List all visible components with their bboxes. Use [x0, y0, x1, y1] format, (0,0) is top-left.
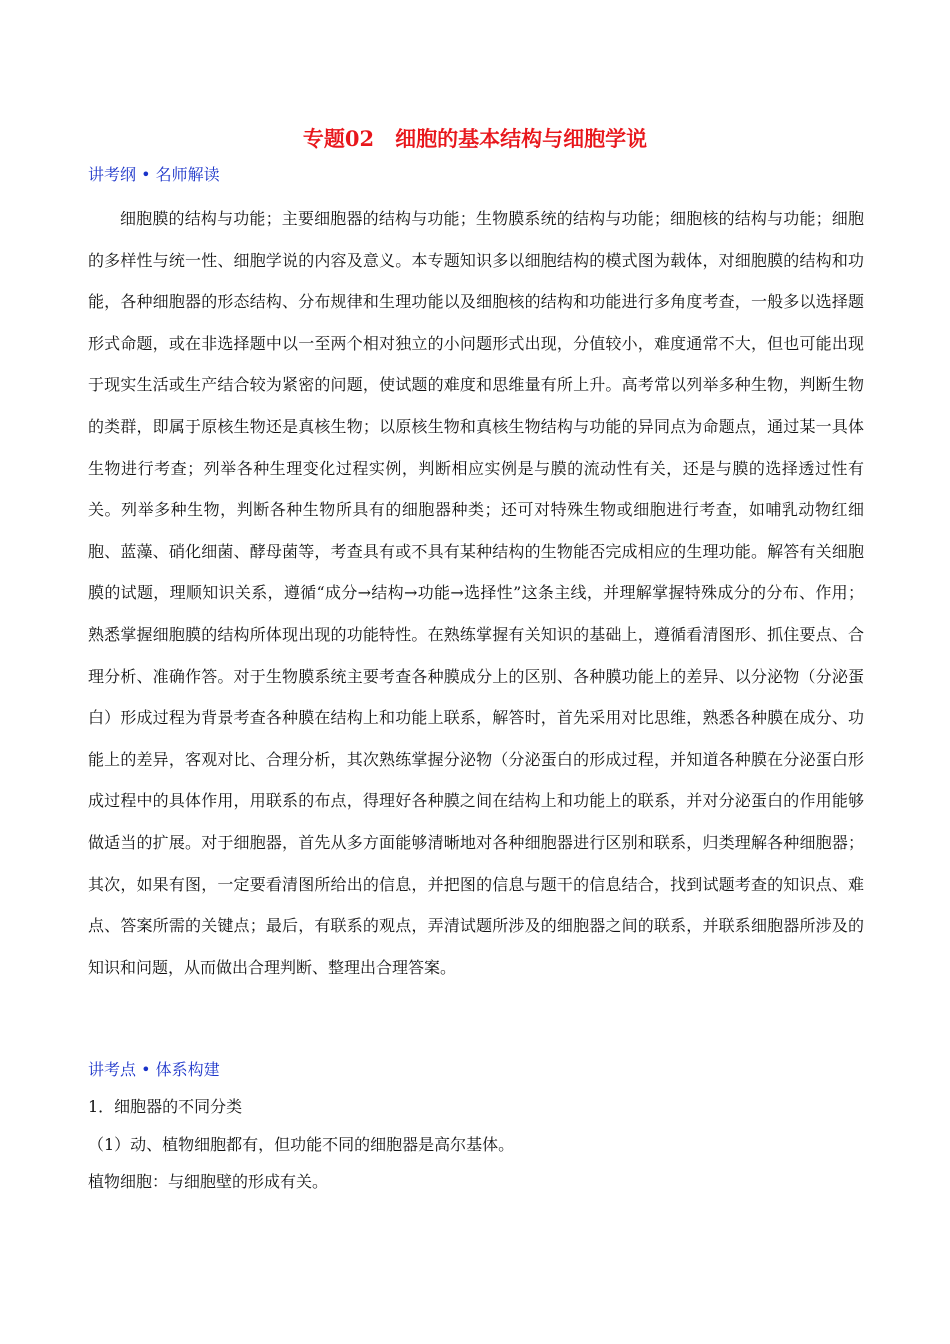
section-heading-key-points: 讲考点 • 体系构建 — [88, 1060, 220, 1079]
list-subitem-golgi: （1）动、植物细胞都有，但功能不同的细胞器是高尔基体。 — [88, 1135, 515, 1154]
list-item-organelle-classification: 1．细胞器的不同分类 — [88, 1097, 243, 1116]
section-heading-syllabus: 讲考纲 • 名师解读 — [88, 165, 220, 184]
list-subitem-plant-cell: 植物细胞：与细胞壁的形成有关。 — [88, 1172, 329, 1191]
intro-paragraph: 细胞膜的结构与功能；主要细胞器的结构与功能；生物膜系统的结构与功能；细胞核的结构与功能；细胞的多样性与统一性、细胞学说的内容及意义。本专题知识多以细胞结构的模式图为载体，对细胞膜的结构和功能，各种细胞器的形态结构、分布规律和生理功能以及细胞核的结构和功能进行多角度考查，一般多以选择题形式命题，或在非选择题中以一至两个相对独立的小问题形式出现，分值较小，难度通常不大，但也可能出现于现实生活或生产结合较为紧密的问题，使试题的难度和思维量有所上升。高考常以列举多种生物，判断生物的类群，即属于原核生物还是真核生物；以原核生物和真核生物结构与功能的异同点为命题点，通过某一具体生物进行考查；列举各种生理变化过程实例，判断相应实例是与膜的流动性有关，还是与膜的选择透过性有关。列举多种生物，判断各种生物所具有的细胞器种类；还可对特殊生物或细胞进行考查，如哺乳动物红细胞、蓝藻、硝化细菌、酵母菌等，考查具有或不具有某种结构的生物能否完成相应的生理功能。解答有关细胞膜的试题，理顺知识关系，遵循“成分→结构→功能→选择性”这条主线，并理解掌握特殊成分的分布、作用；熟悉掌握细胞膜的结构所体现出现的功能特性。在熟练掌握有关知识的基础上，遵循看清图形、抓住要点、合理分析、准确作答。对于生物膜系统主要考查各种膜成分上的区别、各种膜功能上的差异、以分泌物（分泌蛋白）形成过程为背景考查各种膜在结构上和功能上联系，解答时，首先采用对比思维，熟悉各种膜在成分、功能上的差异，客观对比、合理分析，其次熟练掌握分泌物（分泌蛋白的形成过程，并知道各种膜在分泌蛋白形成过程中的具体作用，用联系的布点，得理好各种膜之间在结构上和功能上的联系，并对分泌蛋白的作用能够做适当的扩展。对于细胞器，首先从多方面能够清晰地对各种细胞器进行区别和联系，归类理解各种细胞器；其次，如果有图，一定要看清图所给出的信息，并把图的信息与题干的信息结合，找到试题考查的知识点、难点、答案所需的关键点；最后，有联系的观点，弄清试题所涉及的细胞器之间的联系，并联系细胞器所涉及的知识和问题，从而做出合理判断、整理出合理答案。 — [88, 209, 864, 977]
page-title: 专题02 细胞的基本结构与细胞学说 — [302, 126, 648, 151]
